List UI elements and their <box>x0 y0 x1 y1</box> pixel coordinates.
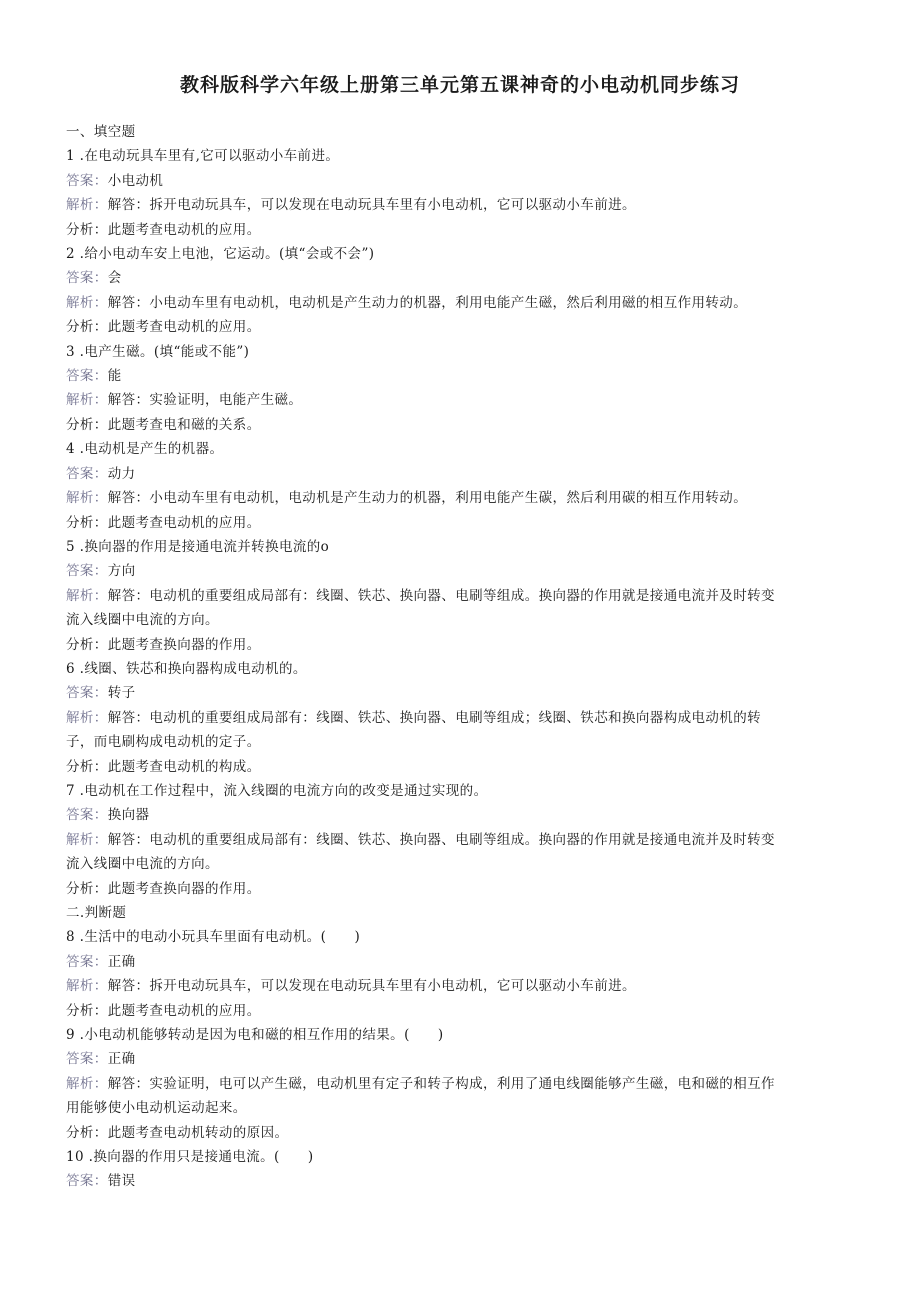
analysis-label: 解析： <box>66 831 108 848</box>
analysis-text: 解答：电动机的重要组成局部有：线圈、铁芯、换向器、电刷等组成；线圈、铁芯和换向器构成电动机的转 <box>107 709 762 726</box>
analysis-text: 解答：拆开电动玩具车，可以发现在电动玩具车里有小电动机，它可以驱动小车前进。 <box>107 978 636 995</box>
analysis-row <box>66 608 854 632</box>
analysis-label: 解析： <box>66 197 108 214</box>
question-text: 4 .电动机是产生的机器。 <box>66 441 224 458</box>
analysis-text: 解答：拆开电动玩具车，可以发现在电动玩具车里有小电动机，它可以驱动小车前进。 <box>107 197 636 214</box>
fenxi-row <box>66 999 854 1023</box>
fenxi-row <box>66 877 854 901</box>
analysis-row <box>66 388 854 412</box>
analysis-text: 用能够使小电动机运动起来。 <box>66 1100 247 1117</box>
fenxi-text: 此题考查换向器的作用。 <box>107 636 261 653</box>
fenxi-text: 此题考查电动机的应用。 <box>107 319 261 336</box>
analysis-label: 解析： <box>66 587 108 604</box>
fenxi-text: 此题考查电动机的应用。 <box>107 1002 261 1019</box>
fenxi-text: 此题考查电动机转动的原因。 <box>107 1124 289 1141</box>
question-text: 3 .电产生磁。(填“能或不能”) <box>66 343 250 360</box>
answer-row <box>66 681 854 705</box>
answer-value: 正确 <box>107 953 136 970</box>
answer-value: 方向 <box>107 563 136 580</box>
analysis-row <box>66 730 854 754</box>
answer-value: 错误 <box>107 1173 136 1190</box>
fenxi-label: 分析： <box>66 416 108 433</box>
fenxi-label: 分析： <box>66 1124 108 1141</box>
fenxi-row <box>66 413 854 437</box>
question-text: 8 .生活中的电动小玩具车里面有电动机。( ) <box>66 929 361 946</box>
answer-label: 答案： <box>66 563 108 580</box>
answer-value: 转子 <box>107 685 136 702</box>
fenxi-row <box>66 633 854 657</box>
analysis-text: 解答：小电动车里有电动机，电动机是产生动力的机器，利用电能产生磁，然后利用磁的相互作用转动。 <box>107 294 748 311</box>
question-text: 2 .给小电动车安上电池，它运动。(填“会或不会”) <box>66 246 375 263</box>
analysis-text: 解答：实验证明，电能产生磁。 <box>107 392 303 409</box>
answer-value: 正确 <box>107 1051 136 1068</box>
answer-row <box>66 950 854 974</box>
answer-row <box>66 559 854 583</box>
fenxi-label: 分析： <box>66 221 108 238</box>
fenxi-text: 此题考查电动机的应用。 <box>107 221 261 238</box>
answer-label: 答案： <box>66 270 108 287</box>
analysis-row <box>66 828 854 852</box>
answer-value: 小电动机 <box>107 172 164 189</box>
document-title: 教科版科学六年级上册第三单元第五课神奇的小电动机同步练习 <box>179 74 740 96</box>
fenxi-label: 分析： <box>66 319 108 336</box>
answer-label: 答案： <box>66 953 108 970</box>
analysis-text: 流入线圈中电流的方向。 <box>66 612 219 629</box>
question-text: 5 .换向器的作用是接通电流并转换电流的o <box>66 538 330 555</box>
answer-row <box>66 462 854 486</box>
answer-row <box>66 1047 854 1071</box>
analysis-text: 流入线圈中电流的方向。 <box>66 856 219 873</box>
answer-label: 答案： <box>66 685 108 702</box>
fenxi-row <box>66 218 854 242</box>
analysis-label: 解析： <box>66 1075 108 1092</box>
answer-label: 答案： <box>66 1173 108 1190</box>
answer-label: 答案： <box>66 465 108 482</box>
analysis-label: 解析： <box>66 709 108 726</box>
analysis-row <box>66 584 854 608</box>
analysis-row <box>66 706 854 730</box>
answer-row <box>66 266 854 290</box>
fenxi-row <box>66 755 854 779</box>
analysis-text: 解答：实验证明，电可以产生磁，电动机里有定子和转子构成，利用了通电线圈能够产生磁，电和磁的相互作 <box>107 1075 775 1092</box>
analysis-text: 解答：电动机的重要组成局部有：线圈、铁芯、换向器、电刷等组成。换向器的作用就是接通电流并及时转变 <box>107 831 775 848</box>
analysis-text: 子，而电刷构成电动机的定子。 <box>66 734 261 751</box>
analysis-row <box>66 1096 854 1120</box>
answer-value: 能 <box>107 368 122 385</box>
analysis-row <box>66 193 854 217</box>
question-text: 1 .在电动玩具车里有,它可以驱动小车前进。 <box>66 148 340 165</box>
answer-row <box>66 169 854 193</box>
analysis-row <box>66 486 854 510</box>
question-text: 10 .换向器的作用只是接通电流。( ) <box>66 1149 314 1166</box>
document-body <box>66 120 854 1194</box>
answer-row <box>66 803 854 827</box>
answer-label: 答案： <box>66 172 108 189</box>
analysis-label: 解析： <box>66 294 108 311</box>
fenxi-label: 分析： <box>66 514 108 531</box>
section-heading: 二.判断题 <box>66 905 127 921</box>
answer-label: 答案： <box>66 807 108 824</box>
analysis-row <box>66 1072 854 1096</box>
analysis-row <box>66 291 854 315</box>
answer-row <box>66 364 854 388</box>
analysis-text: 解答：电动机的重要组成局部有：线圈、铁芯、换向器、电刷等组成。换向器的作用就是接通电流并及时转变 <box>107 587 775 604</box>
answer-row <box>66 1169 854 1193</box>
fenxi-text: 此题考查电动机的应用。 <box>107 514 261 531</box>
section-heading: 一、填空题 <box>66 124 136 140</box>
analysis-text: 解答：小电动车里有电动机，电动机是产生动力的机器，利用电能产生碳，然后利用碳的相互作用转动。 <box>107 490 748 507</box>
fenxi-text: 此题考查电和磁的关系。 <box>107 416 261 433</box>
analysis-label: 解析： <box>66 392 108 409</box>
fenxi-label: 分析： <box>66 758 108 775</box>
fenxi-label: 分析： <box>66 880 108 897</box>
fenxi-row <box>66 1121 854 1145</box>
analysis-row <box>66 852 854 876</box>
analysis-row <box>66 974 854 998</box>
fenxi-row <box>66 511 854 535</box>
fenxi-text: 此题考查换向器的作用。 <box>107 880 261 897</box>
answer-label: 答案： <box>66 368 108 385</box>
question-text: 9 .小电动机能够转动是因为电和磁的相互作用的结果。( ) <box>66 1027 444 1044</box>
answer-label: 答案： <box>66 1051 108 1068</box>
fenxi-label: 分析： <box>66 1002 108 1019</box>
fenxi-text: 此题考查电动机的构成。 <box>107 758 261 775</box>
answer-value: 动力 <box>107 465 136 482</box>
fenxi-label: 分析： <box>66 636 108 653</box>
analysis-label: 解析： <box>66 490 108 507</box>
answer-value: 会 <box>107 270 122 287</box>
question-text: 7 .电动机在工作过程中，流入线圈的电流方向的改变是通过实现的。 <box>66 782 488 799</box>
analysis-label: 解析： <box>66 978 108 995</box>
fenxi-row <box>66 315 854 339</box>
question-text: 6 .线圈、铁芯和换向器构成电动机的。 <box>66 660 307 677</box>
answer-value: 换向器 <box>107 807 150 824</box>
